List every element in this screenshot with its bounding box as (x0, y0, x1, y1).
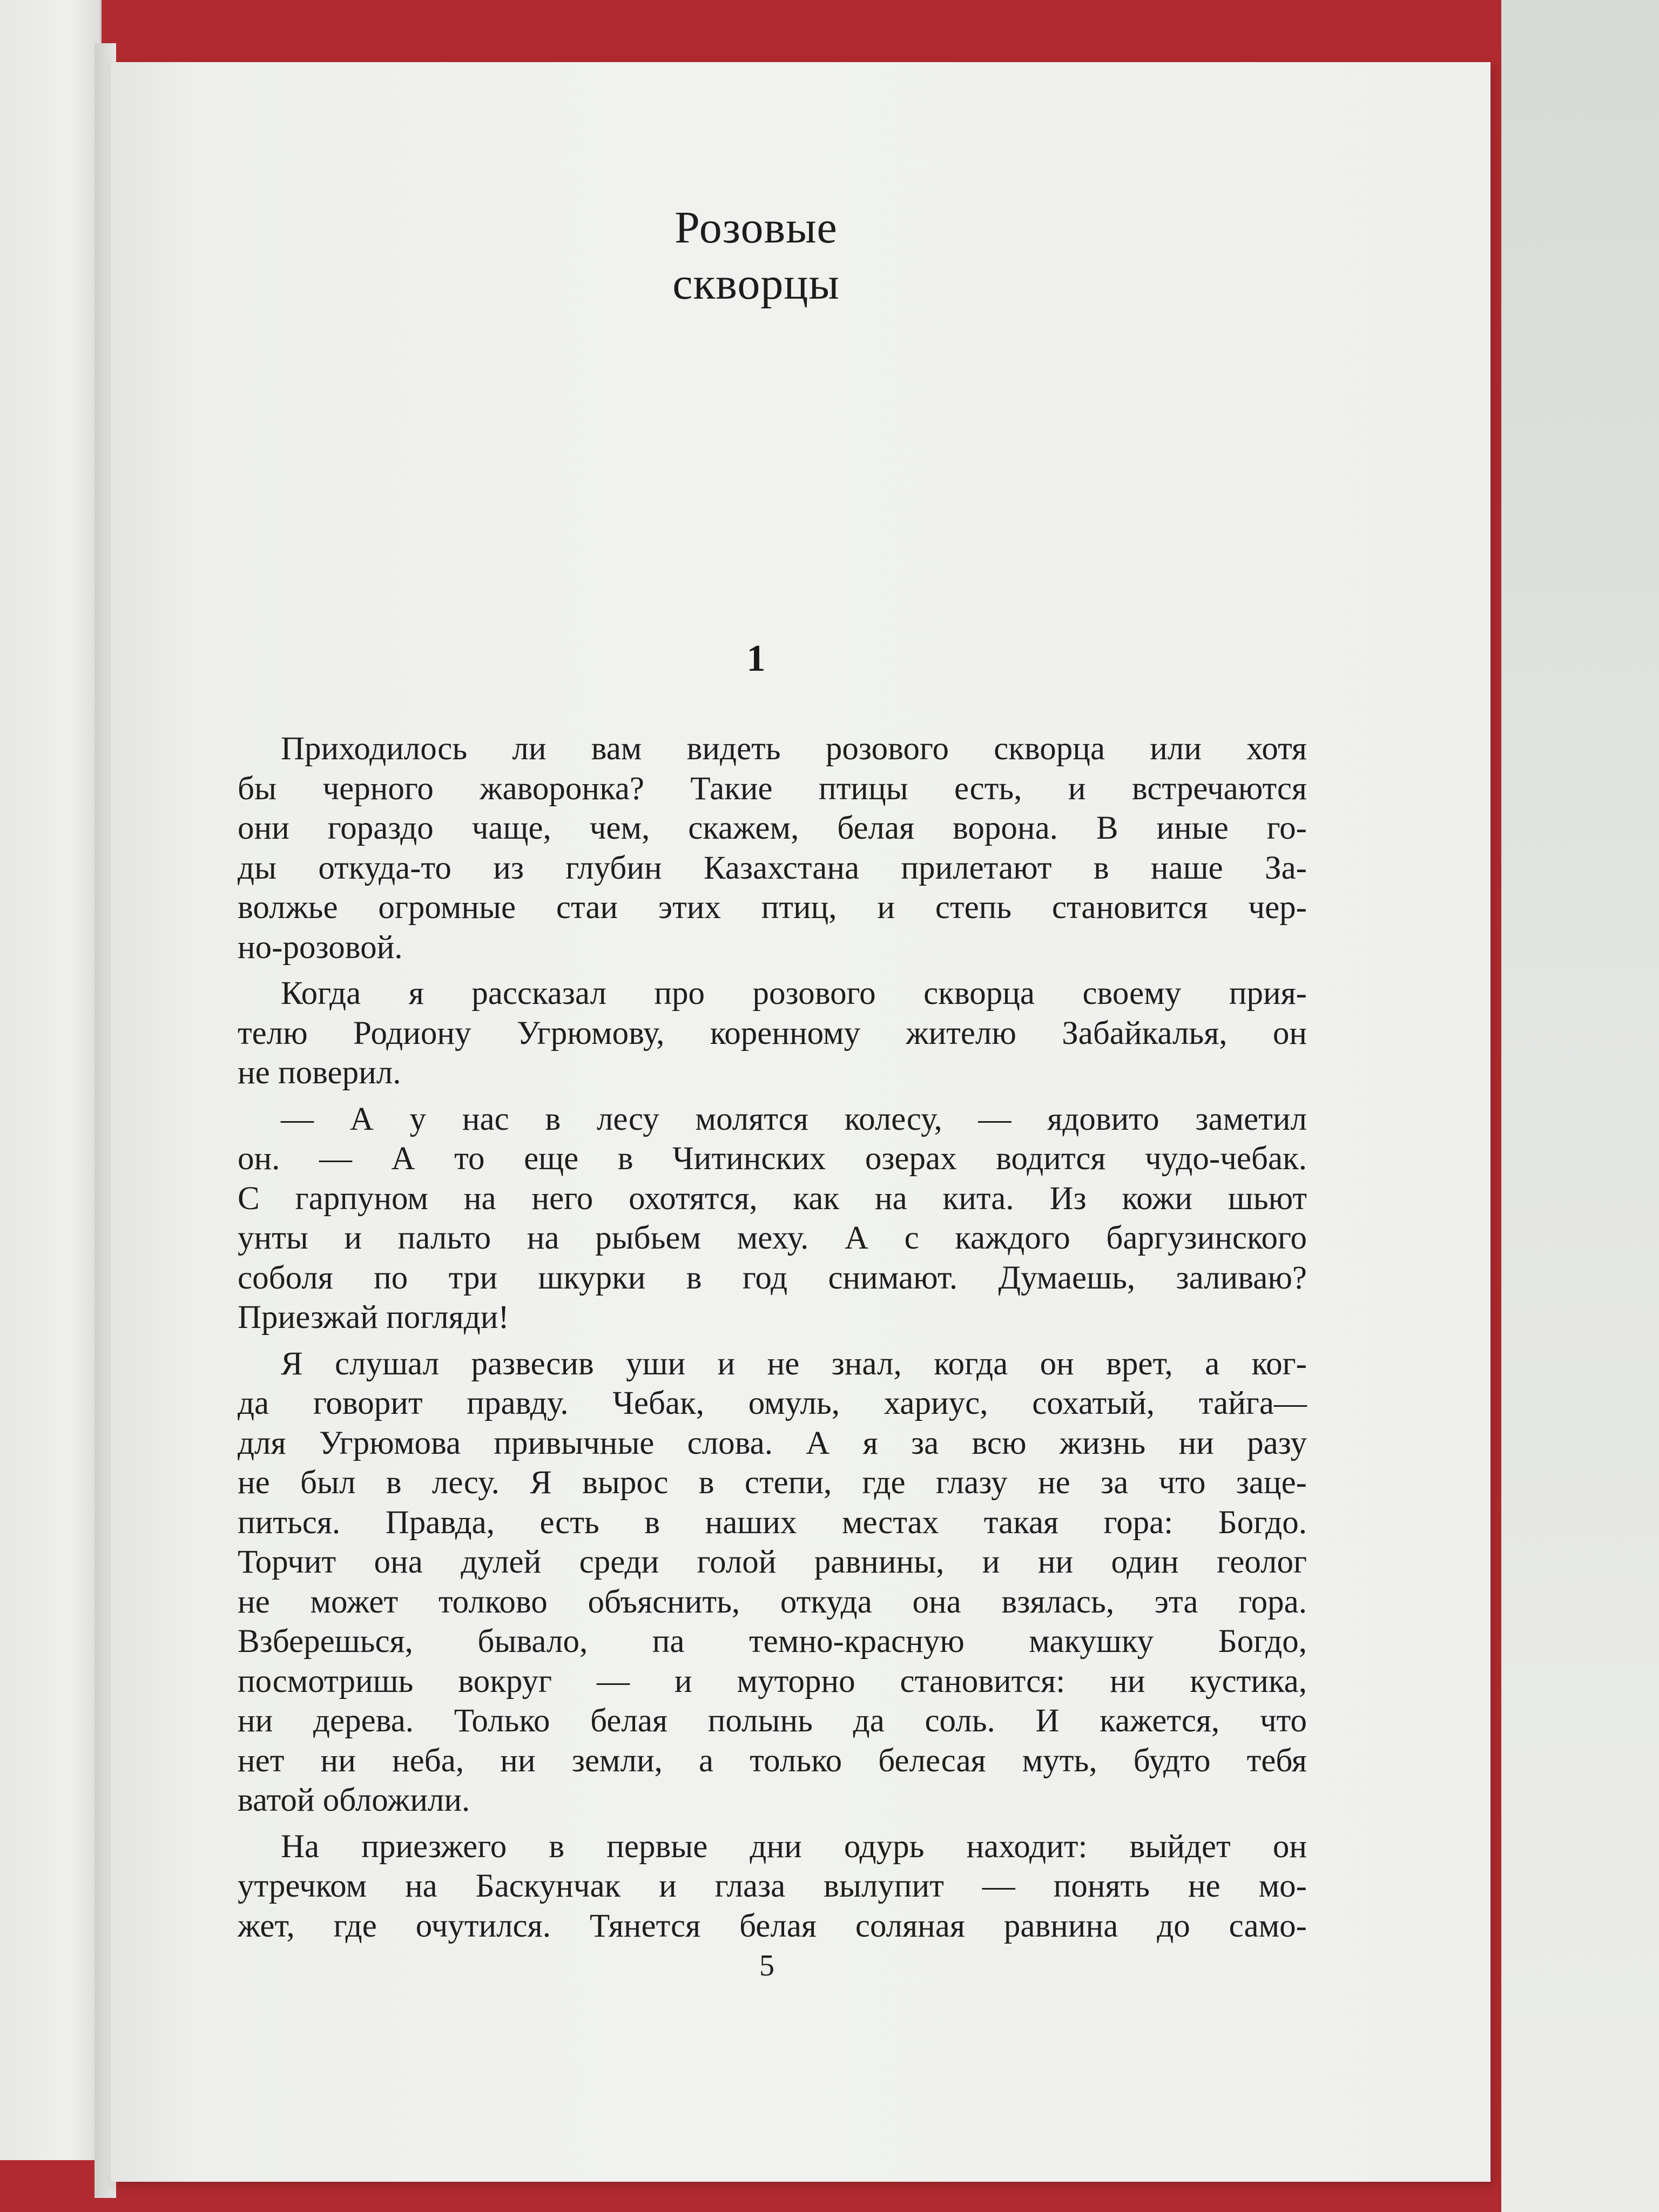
text-line: не может толково объяснить, откуда она взялась, эта гора. (238, 1583, 1307, 1620)
text-line: они гораздо чаще, чем, скажем, белая ворона. В иные го- (238, 810, 1307, 846)
text-line: для Угрюмова привычные слова. А я за всю жизнь ни разу (238, 1425, 1307, 1461)
text-line: ни дерева. Только белая полынь да соль. И кажется, что (238, 1703, 1307, 1739)
text-line: утречком на Баскунчак и глаза вылупит — понять не мо- (238, 1868, 1307, 1904)
text-line: Торчит она дулей среди голой равнины, и ни один геолог (238, 1544, 1307, 1580)
text-line: Приходилось ли вам видеть розового скворца или хотя (281, 731, 1307, 767)
text-line: телю Родиону Угрюмову, коренному жителю Забайкалья, он (238, 1015, 1307, 1051)
text-line: Взберешься, бывало, па темно-красную макушку Богдо, (238, 1623, 1307, 1660)
text-line: унты и пальто на рыбьем меху. А с каждого баргузинского (238, 1220, 1307, 1256)
text-line: соболя по три шкурки в год снимают. Думаешь, заливаю? (238, 1259, 1307, 1296)
title-line: Розовые (675, 203, 838, 253)
title-line: скворцы (672, 259, 840, 309)
text-line: он. — А то еще в Читинских озерах водится чудо-чебак. (238, 1141, 1307, 1177)
body-text (238, 729, 1307, 1946)
text-line: не поверил. (238, 1055, 401, 1091)
paragraph-gap (238, 1820, 1307, 1827)
paragraph-gap (238, 967, 1307, 974)
text-line: но-розовой. (238, 929, 403, 966)
text-line: питься. Правда, есть в наших местах такая гора: Богдо. (238, 1504, 1307, 1541)
text-line: жет, где очутился. Тянется белая соляная равнина до само- (238, 1907, 1307, 1944)
text-line: Приезжай погляди! (238, 1299, 509, 1336)
paragraph-gap (238, 1093, 1307, 1100)
text-line: нет ни неба, ни земли, а только белесая муть, будто тебя (238, 1742, 1307, 1779)
text-line: ды откуда-то из глубин Казахстана прилетают в наше За- (238, 849, 1307, 886)
text-line: посмотришь вокруг — и муторно становится: ни кустика, (238, 1663, 1307, 1700)
paragraph-gap (238, 1338, 1307, 1344)
text-line: ватой обложили. (238, 1782, 470, 1818)
text-line: волжье огромные стаи этих птиц, и степь становится чер- (238, 889, 1307, 926)
chapter-number: 1 (746, 638, 766, 679)
text-line: С гарпуном на него охотятся, как на кита. Из кожи шьют (238, 1180, 1307, 1217)
text-line: Когда я рассказал про розового скворца своему прия- (281, 975, 1307, 1011)
text-line: На приезжего в первые дни одурь находит: выйдет он (281, 1828, 1307, 1865)
text-line: да говорит правду. Чебак, омуль, хариус, сохатый, тайга— (238, 1385, 1307, 1421)
text-line: — А у нас в лесу молятся колесу, — ядовито заметил (281, 1101, 1307, 1137)
left-page (0, 0, 102, 2160)
chapter-title (543, 200, 969, 312)
text-line: бы черного жаворонка? Такие птицы есть, и встречаются (238, 770, 1307, 807)
page-number: 5 (759, 1949, 774, 1982)
text-line: Я слушал развесив уши и не знал, когда он врет, а ког- (281, 1345, 1307, 1382)
text-line: не был в лесу. Я вырос в степи, где глазу не за что заце- (238, 1465, 1307, 1501)
